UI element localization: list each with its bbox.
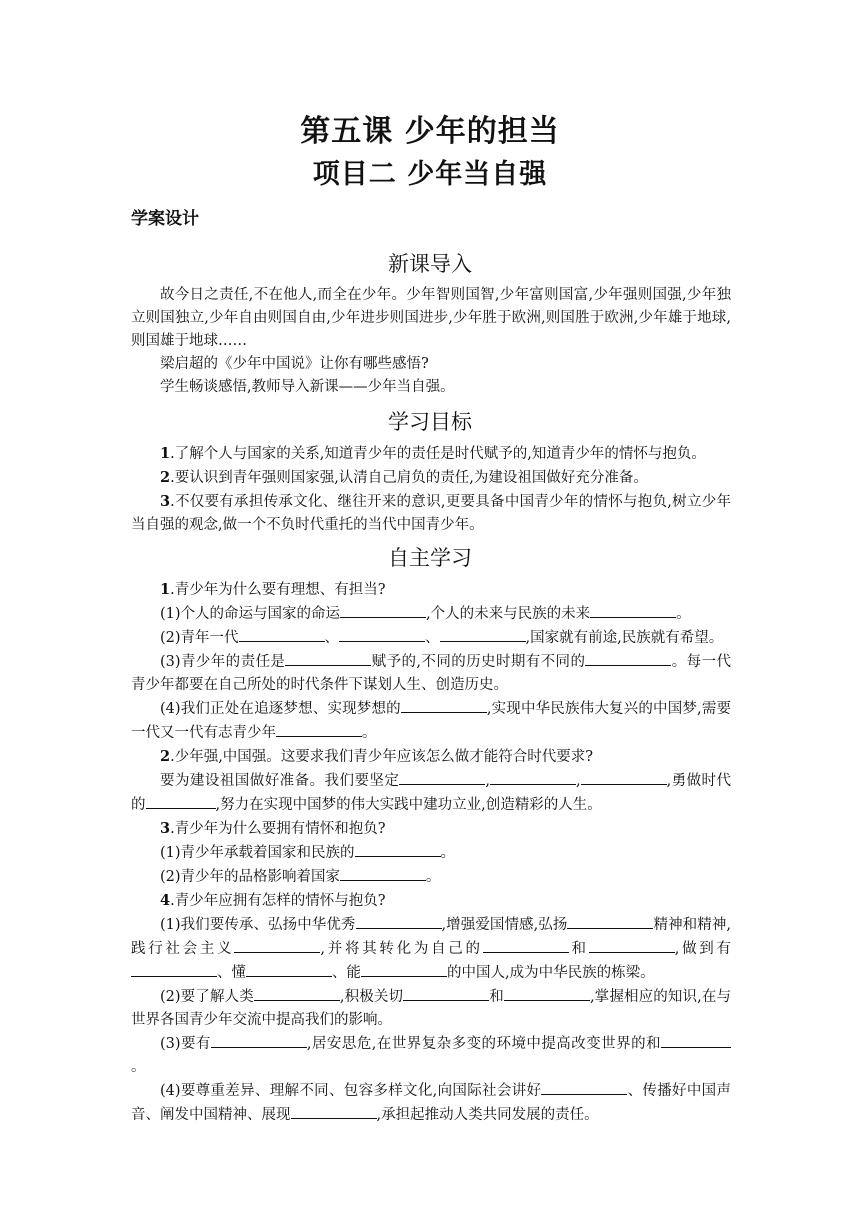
text: ,个人的未来与民族的未来: [426, 606, 591, 622]
q4-item-3: [131, 1032, 731, 1079]
answer-blank[interactable]: [339, 626, 425, 642]
answer-blank[interactable]: [234, 937, 320, 953]
text: 要为建设祖国做好准备。我们要坚定: [160, 773, 400, 789]
intro-heading: 新课导入: [388, 252, 472, 276]
q3-item-2: [131, 865, 731, 889]
question-3: [131, 817, 731, 841]
question-1: [131, 578, 731, 602]
answer-blank[interactable]: [355, 841, 441, 857]
intro-quote: 故今日之责任,不在他人,而全在少年。少年智则国智,少年富则国富,少年强则国强,少年独立则国独立,少年自由则国自由,少年进步则国进步,少年胜于欧洲,则国胜于欧洲,少年雄于地球,则国雄于地球……: [131, 287, 731, 349]
answer-blank[interactable]: [246, 961, 332, 977]
project-subtitle: 项目二 少年当自强: [312, 159, 548, 190]
goal-2: [131, 466, 731, 490]
goal-3: [131, 490, 731, 537]
lesson-title: 第五课 少年的担当: [300, 114, 560, 149]
intro-question: 梁启超的《少年中国说》让你有哪些感悟?: [160, 356, 429, 372]
goal-1: [131, 442, 731, 466]
text: 。每一代青少年都要在自己所处的时代条件下谋划人生、创造历史。: [131, 654, 731, 693]
q1-item-2: [131, 626, 731, 650]
answer-blank[interactable]: [356, 913, 442, 929]
text: 。: [131, 1059, 146, 1075]
section-label: 学案设计: [131, 209, 199, 229]
text: ,实现中华民族伟大复兴的中国梦,需要一代又一代有志青少年: [131, 701, 731, 741]
text: 和: [489, 989, 504, 1005]
q4-num: 4: [160, 892, 171, 909]
q1-item-3: [131, 650, 731, 697]
answer-blank[interactable]: [131, 961, 217, 977]
answer-blank[interactable]: [589, 937, 675, 953]
text: ,积极关切: [339, 989, 404, 1005]
text: ,: [485, 773, 490, 789]
text: (3)青少年的责任是: [160, 654, 286, 670]
goal-2-text: .要认识到青年强则国家强,认清自己肩负的责任,为建设祖国做好充分准备。: [170, 470, 648, 486]
answer-blank[interactable]: [567, 913, 653, 929]
q4-text: .青少年应拥有怎样的情怀与抱负?: [170, 893, 386, 909]
text: ,并将其转化为自己的: [320, 941, 483, 957]
text: 。: [676, 606, 691, 622]
answer-blank[interactable]: [254, 985, 340, 1001]
intro-block: [131, 284, 731, 399]
text: 、懂: [217, 965, 246, 981]
text: (2)青年一代: [160, 630, 239, 646]
goal-1-text: .了解个人与国家的关系,知道青少年的责任是时代赋予的,知道青少年的情怀与抱负。: [170, 446, 706, 462]
text: (2)要了解人类: [160, 989, 254, 1005]
answer-blank[interactable]: [541, 1079, 627, 1095]
text: 、: [324, 630, 340, 646]
text: 。: [362, 725, 377, 741]
text: ,掌握相应的知识,在与世界各国青少年交流中提高我们的影响。: [131, 989, 732, 1028]
answer-blank[interactable]: [340, 602, 426, 618]
text: ,居安思危,在世界复杂多变的环境中提高改变世界的和: [306, 1036, 661, 1052]
answer-blank[interactable]: [340, 865, 426, 881]
text: 、: [425, 630, 440, 646]
answer-blank[interactable]: [490, 769, 576, 785]
answer-blank[interactable]: [403, 985, 489, 1001]
answer-blank[interactable]: [590, 602, 676, 618]
text: 。: [440, 845, 456, 861]
text: (4)我们正处在追逐梦想、实现梦想的: [160, 701, 401, 717]
q4-item-4: [131, 1079, 731, 1127]
question-4: [131, 889, 731, 913]
answer-blank[interactable]: [361, 961, 447, 977]
answer-blank[interactable]: [440, 626, 526, 642]
answer-blank[interactable]: [285, 650, 371, 666]
answer-blank[interactable]: [211, 1032, 307, 1048]
answer-blank[interactable]: [276, 721, 362, 737]
q3-text: .青少年为什么要拥有情怀和抱负?: [170, 821, 386, 837]
goal-3-text: .不仅要有承担传承文化、继往开来的意识,更要具备中国青少年的情怀与抱负,树立少年当自强的观念,做一个不负时代重托的当代中国青少年。: [131, 494, 731, 533]
answer-blank[interactable]: [483, 937, 569, 953]
question-2: [131, 745, 731, 769]
q4-item-1: [131, 913, 731, 985]
answer-blank[interactable]: [581, 769, 667, 785]
q3-item-1: [131, 841, 731, 865]
answer-blank[interactable]: [239, 626, 325, 642]
text: 的中国人,成为中华民族的栋梁。: [447, 965, 655, 981]
q1-text: .青少年为什么要有理想、有担当?: [170, 582, 386, 598]
q4-item-2: [131, 985, 731, 1032]
q2-text: .少年强,中国强。这要求我们青少年应该怎么做才能符合时代要求?: [170, 749, 594, 765]
q3-num: 3: [160, 820, 171, 837]
goal-3-num: 3: [160, 493, 171, 510]
text: ,国家就有前途,民族就有希望。: [525, 630, 724, 646]
text: (3)要有: [160, 1036, 211, 1052]
goals-block: [131, 442, 731, 537]
text: (1)青少年承载着国家和民族的: [160, 845, 355, 861]
q1-item-4: [131, 697, 731, 745]
answer-blank[interactable]: [585, 650, 671, 666]
answer-blank[interactable]: [399, 769, 485, 785]
answer-blank[interactable]: [504, 985, 590, 1001]
text: 精神和精神,践行社会主义: [131, 917, 732, 957]
q2-num: 2: [160, 748, 171, 765]
text: (2)青少年的品格影响着国家: [160, 869, 341, 885]
text: ,增强爱国情感,弘扬: [441, 917, 568, 933]
text: (4)要尊重差异、理解不同、包容多样文化,向国际社会讲好: [160, 1083, 542, 1099]
text: ,努力在实现中国梦的伟大实践中建功立业,创造精彩的人生。: [215, 797, 602, 813]
answer-blank[interactable]: [146, 793, 216, 809]
goals-heading: 学习目标: [388, 410, 472, 434]
answer-blank[interactable]: [661, 1032, 731, 1048]
text: 、传播好中国声音、阐发中国精神、展现: [131, 1083, 731, 1123]
intro-lead: 学生畅谈感悟,教师导入新课——少年当自强。: [160, 379, 455, 395]
text: (1)我们要传承、弘扬中华优秀: [160, 917, 356, 933]
q2-item-1: [131, 769, 731, 817]
goal-1-num: 1: [160, 445, 171, 462]
answer-blank[interactable]: [291, 1103, 377, 1119]
text: 赋予的,不同的历史时期有不同的: [371, 654, 586, 670]
self-study-heading: 自主学习: [388, 546, 472, 570]
text: 、能: [332, 965, 361, 981]
q1-num: 1: [160, 581, 171, 598]
text: 。: [426, 869, 441, 885]
text: (1)个人的命运与国家的命运: [160, 606, 341, 622]
self-study-block: [131, 578, 731, 1127]
text: ,做到有: [674, 941, 732, 957]
text: ,勇做时代的: [131, 773, 732, 813]
text: 和: [568, 941, 589, 957]
text: ,承担起推动人类共同发展的责任。: [376, 1107, 599, 1123]
goal-2-num: 2: [160, 469, 171, 486]
q1-item-1: [131, 602, 731, 626]
text: ,: [575, 773, 581, 789]
answer-blank[interactable]: [401, 697, 487, 713]
